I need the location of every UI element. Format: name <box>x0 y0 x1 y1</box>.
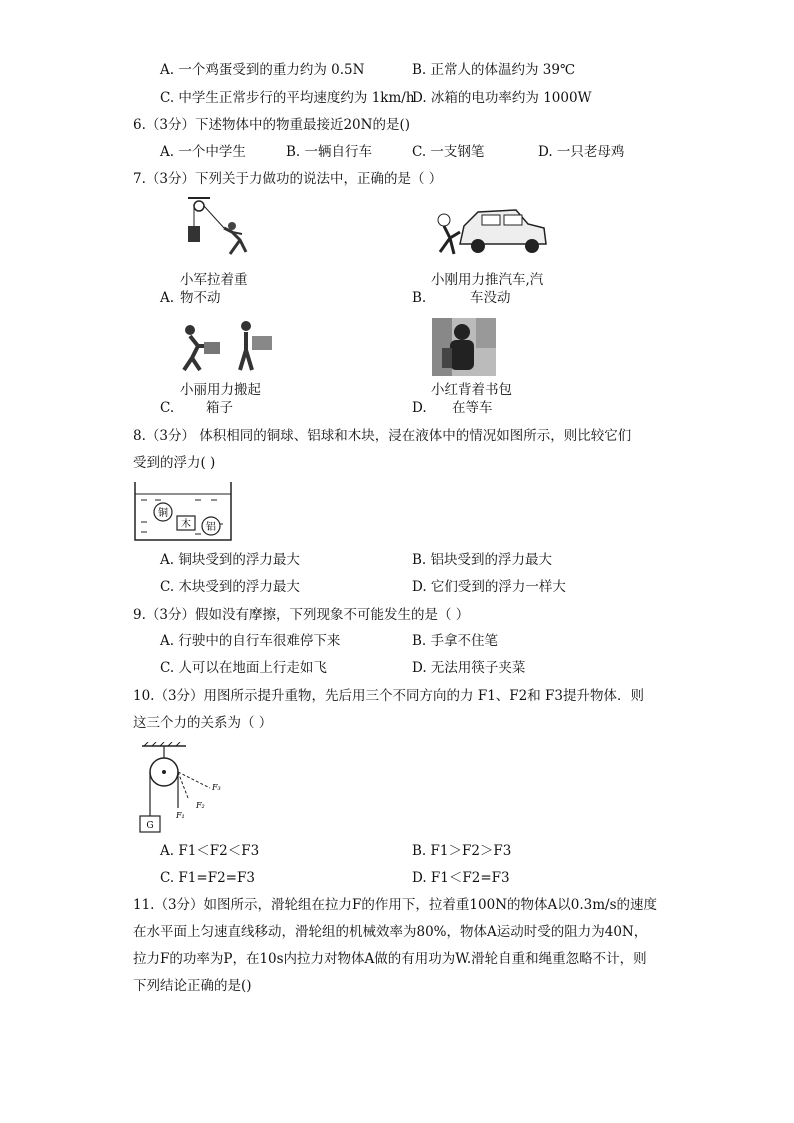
q7-c-caption2: 箱子 <box>206 400 233 416</box>
q7-b-caption2: 车没动 <box>470 290 511 306</box>
q10-label-f1: F₁ <box>176 811 185 820</box>
q7-b-letter: B. <box>412 290 427 306</box>
q11-line2: 在水平面上匀速直线移动，滑轮组的机械效率为80%，物体A运动时受的阻力为40N， <box>133 924 648 940</box>
q10-label-f3: F₃ <box>212 783 221 792</box>
q7-b-caption1: 小刚用力推汽车,汽 <box>431 272 544 288</box>
q7-a-letter: A. <box>160 290 175 306</box>
q7-figure-a <box>180 196 252 262</box>
q11-line1: 11.（3分）如图所示，滑轮组在拉力F的作用下，拉着重100N的物体A以0.3m/s的速度 <box>133 897 658 913</box>
q8-option-c: C. 木块受到的浮力最大 <box>160 579 300 595</box>
q6-option-a: A. 一个中学生 <box>160 144 246 160</box>
q11-line4: 下列结论正确的是() <box>133 978 252 994</box>
q8-option-d: D. 它们受到的浮力一样大 <box>412 579 566 595</box>
q8-label-copper: 铜 <box>158 508 168 519</box>
q8-label-aluminum: 铝 <box>206 522 216 533</box>
q9-option-a: A. 行驶中的自行车很难停下来 <box>160 633 341 649</box>
q10-stem-line2: 这三个力的关系为（ ） <box>133 715 273 731</box>
q7-d-letter: D. <box>412 400 427 416</box>
q7-a-caption2: 物不动 <box>180 290 221 306</box>
q8-option-b: B. 铝块受到的浮力最大 <box>412 552 553 568</box>
q9-option-d: D. 无法用筷子夹菜 <box>412 660 526 676</box>
q8-label-wood: 木 <box>181 519 191 530</box>
q8-figure <box>133 480 233 542</box>
q8-stem-line1: 8.（3分） 体积相同的铜球、铝球和木块，浸在液体中的情况如图所示，则比较它们 <box>133 428 632 444</box>
q7-figure-c <box>180 318 276 374</box>
q9-option-c: C. 人可以在地面上行走如飞 <box>160 660 327 676</box>
q7-a-caption1: 小军拉着重 <box>180 272 248 288</box>
q11-line3: 拉力F的功率为P，在10s内拉力对物体A做的有用功为W.滑轮自重和绳重忽略不计，则 <box>133 951 647 967</box>
q10-option-a: A. F1＜F2＜F3 <box>160 843 260 859</box>
q9-option-b: B. 手拿不住笔 <box>412 633 499 649</box>
q6-option-c: C. 一支钢笔 <box>412 144 485 160</box>
q9-stem: 9.（3分）假如没有摩擦，下列现象不可能发生的是（ ） <box>133 607 470 623</box>
q7-figure-d <box>432 318 496 376</box>
q10-stem-line1: 10.（3分）用图所示提升重物，先后用三个不同方向的力 F1、F2和 F3提升物体．则 <box>133 688 645 704</box>
q10-label-f2: F₂ <box>196 801 205 810</box>
q7-c-caption1: 小丽用力搬起 <box>180 382 261 398</box>
q7-figure-b <box>430 204 548 264</box>
q7-c-letter: C. <box>160 400 175 416</box>
q6-option-b: B. 一辆自行车 <box>286 144 373 160</box>
q7-d-caption2: 在等车 <box>452 400 493 416</box>
q6-option-d: D. 一只老母鸡 <box>538 144 625 160</box>
q10-pulley-figure <box>136 742 228 834</box>
q8-option-a: A. 铜块受到的浮力最大 <box>160 552 300 568</box>
q7-stem: 7.（3分）下列关于力做功的说法中，正确的是（ ） <box>133 171 443 187</box>
q10-label-g: G <box>146 821 154 831</box>
q8-stem-line2: 受到的浮力( ) <box>133 455 216 471</box>
q10-option-b: B. F1＞F2＞F3 <box>412 843 512 859</box>
q5-option-c: C. 中学生正常步行的平均速度约为 1km/h <box>160 90 415 106</box>
q7-d-caption1: 小红背着书包 <box>431 382 512 398</box>
q5-option-d: D. 冰箱的电功率约为 1000W <box>412 90 592 106</box>
q5-option-b: B. 正常人的体温约为 39℃ <box>412 62 576 78</box>
q5-option-a: A. 一个鸡蛋受到的重力约为 0.5N <box>160 62 365 78</box>
q10-option-c: C. F1=F2=F3 <box>160 870 255 886</box>
q6-stem: 6.（3分）下述物体中的物重最接近20N的是() <box>133 117 410 133</box>
q10-option-d: D. F1＜F2=F3 <box>412 870 510 886</box>
